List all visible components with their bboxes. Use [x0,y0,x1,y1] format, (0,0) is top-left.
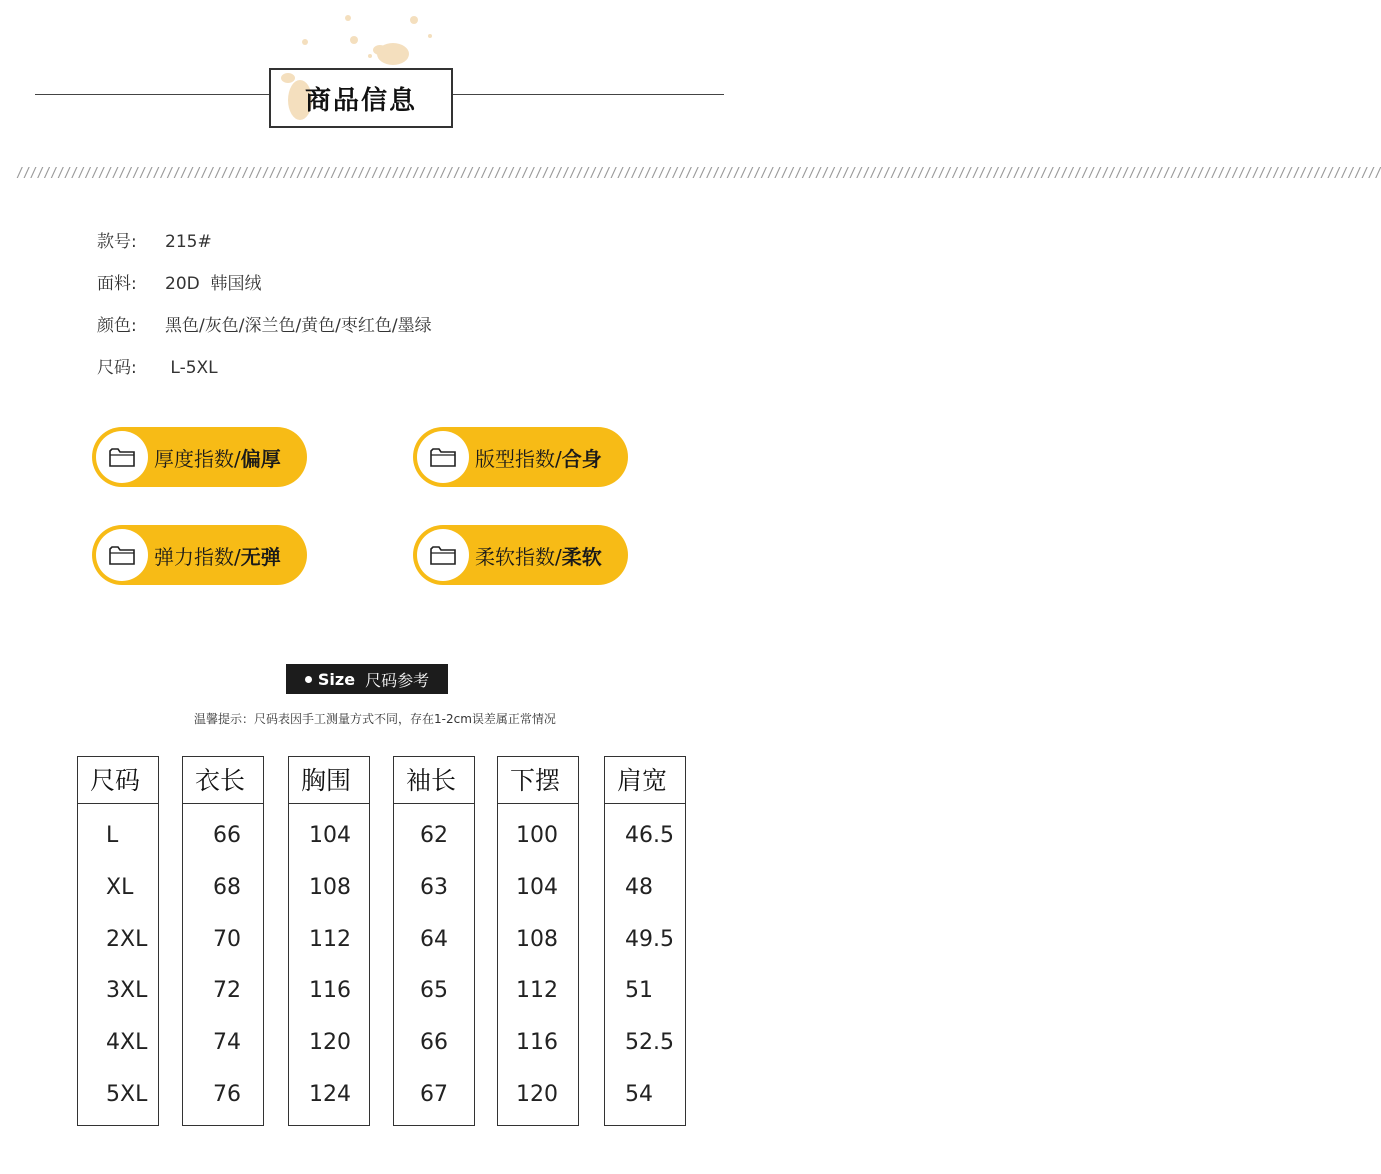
table-cell: 2XL [106,927,148,952]
index-pill-fit [413,427,628,487]
table-cell: 74 [213,1030,241,1055]
info-row-sizes [97,356,218,380]
index-name: 厚度指数/ [154,446,241,471]
info-row-colors [97,314,432,338]
table-cell: 76 [213,1082,241,1107]
page-title: 商品信息 [269,68,453,128]
size-column-chest [288,756,370,1126]
folder-icon [96,431,148,483]
bullet-dot-icon [305,676,312,683]
table-cell: 104 [516,875,558,900]
index-value: 合身 [561,446,602,471]
table-cell: 116 [516,1030,558,1055]
table-cell: 52.5 [625,1030,674,1055]
folder-icon [417,529,469,581]
table-cell: XL [106,875,134,900]
table-cell: 65 [420,978,448,1003]
header-rule-right [453,94,724,95]
table-cell: 124 [309,1082,351,1107]
table-cell: 64 [420,927,448,952]
table-cell: 49.5 [625,927,674,952]
column-header: 衣长 [183,757,263,804]
header-rule-left [35,94,269,95]
folder-icon [96,529,148,581]
index-name: 弹力指数/ [154,544,241,569]
info-label: 面料: [97,274,137,294]
column-header: 下摆 [498,757,578,804]
info-label: 颜色: [97,316,137,336]
table-cell: 3XL [106,978,148,1003]
size-banner [286,664,448,694]
table-cell: 108 [309,875,351,900]
slash-divider: //////////////////////////////////////////////////////////////////////////////////////////////////////////////////////////////////////////////////////////////////////////////////////////////////////// [16,166,1381,181]
table-cell: 68 [213,875,241,900]
column-header: 袖长 [394,757,474,804]
size-column-length [182,756,264,1126]
info-value: 215# [165,232,212,252]
index-value: 无弹 [240,544,281,569]
size-banner-en: Size [317,669,356,689]
table-cell: 46.5 [625,823,674,848]
size-tip: 温馨提示：尺码表因手工测量方式不同，存在1-2cm误差属正常情况 [194,712,556,726]
index-value: 柔软 [561,544,602,569]
size-column-hem [497,756,579,1126]
info-value: 20D 韩国绒 [165,274,262,294]
table-cell: 104 [309,823,351,848]
table-cell: 100 [516,823,558,848]
info-row-fabric [97,272,262,296]
size-column-size [77,756,159,1126]
table-cell: 108 [516,927,558,952]
index-pill-softness [413,525,628,585]
table-cell: 62 [420,823,448,848]
folder-icon [417,431,469,483]
table-cell: 67 [420,1082,448,1107]
table-cell: 4XL [106,1030,148,1055]
table-cell: 72 [213,978,241,1003]
index-pill-thickness [92,427,307,487]
column-header: 肩宽 [605,757,685,804]
info-row-style-number [97,230,212,254]
index-name: 柔软指数/ [475,544,562,569]
index-name: 版型指数/ [475,446,562,471]
size-column-sleeve [393,756,475,1126]
size-banner-cn: 尺码参考 [365,670,430,690]
table-cell: 66 [420,1030,448,1055]
info-label: 款号: [97,232,137,252]
table-cell: 112 [309,927,351,952]
table-cell: 66 [213,823,241,848]
table-cell: 48 [625,875,653,900]
info-label: 尺码: [97,358,137,378]
table-cell: 120 [516,1082,558,1107]
table-cell: L [106,823,119,848]
table-cell: 116 [309,978,351,1003]
table-cell: 5XL [106,1082,148,1107]
index-pill-elasticity [92,525,307,585]
table-cell: 120 [309,1030,351,1055]
info-value: 黑色/灰色/深兰色/黄色/枣红色/墨绿 [165,316,432,336]
column-header: 尺码 [78,757,158,804]
info-value: L-5XL [165,358,218,378]
size-column-shoulder [604,756,686,1126]
table-cell: 63 [420,875,448,900]
table-cell: 54 [625,1082,653,1107]
column-header: 胸围 [289,757,369,804]
table-cell: 51 [625,978,653,1003]
table-cell: 112 [516,978,558,1003]
index-value: 偏厚 [240,446,281,471]
table-cell: 70 [213,927,241,952]
